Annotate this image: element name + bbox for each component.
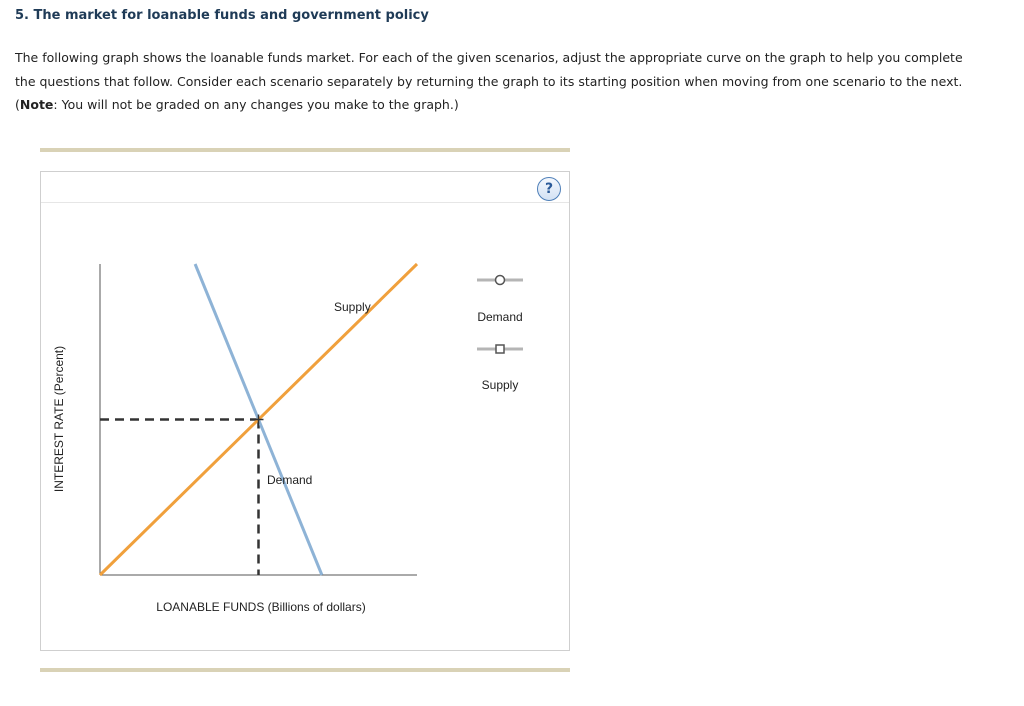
question-title: 5. The market for loanable funds and government policy — [15, 8, 429, 23]
demand-curve-label: Demand — [267, 473, 313, 487]
legend-supply-label: Supply — [481, 378, 519, 392]
demand-tool[interactable] — [475, 272, 525, 288]
graph-panel — [40, 171, 570, 651]
top-divider — [40, 148, 570, 152]
help-button[interactable]: ? — [537, 177, 561, 201]
instructions-note: (Note: You will not be graded on any changes you make to the graph.) — [15, 97, 459, 112]
y-axis-label: INTEREST RATE (Percent) — [52, 345, 66, 493]
supply-curve-label: Supply — [334, 300, 371, 314]
demand-tool-circle-icon — [496, 276, 505, 285]
x-axis-label: LOANABLE FUNDS (Billions of dollars) — [156, 600, 366, 614]
instructions-line-1: The following graph shows the loanable funds market. For each of the given scenarios, adjust the appropriate curve on the graph to help you complete — [15, 50, 963, 65]
supply-tool-square-icon — [496, 345, 504, 353]
instructions-line-2: the questions that follow. Consider each scenario separately by returning the graph to its starting position when moving from one scenario to the next. — [15, 73, 963, 89]
instructions — [15, 46, 1005, 117]
legend-demand-label: Demand — [477, 310, 523, 324]
note-label: Note — [19, 97, 54, 112]
bottom-divider — [40, 668, 570, 672]
supply-tool[interactable] — [475, 341, 525, 357]
loanable-funds-graph[interactable] — [41, 172, 569, 650]
